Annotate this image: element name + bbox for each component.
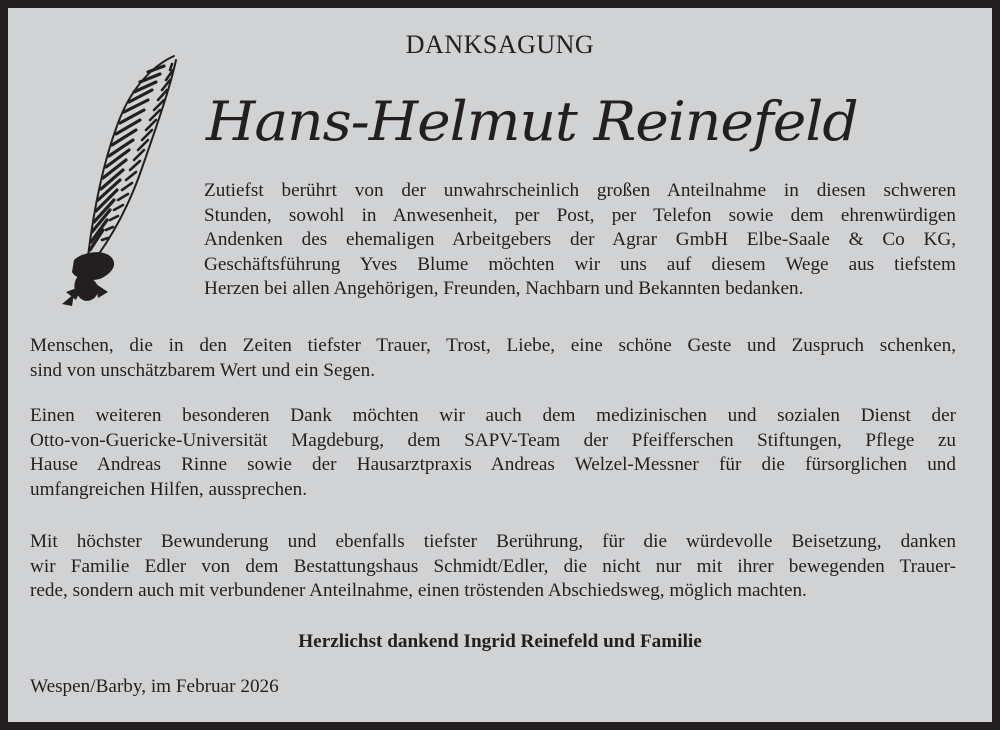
text-line: Geschäftsführung Yves Blume möchten wir uns auf diesem Wege aus tiefstem [204,253,956,275]
place-date: Wespen/Barby, im Februar 2026 [30,676,279,697]
text-line: Zutiefst berührt von der unwahrscheinlich großen Anteilnahme in diesen schweren [204,180,956,201]
text-line: rede, sondern auch mit verbundener Anteilnahme, einen tröstenden Abschiedsweg, möglich machten. [30,580,807,601]
paragraph-comfort [30,334,956,383]
notice-heading: DANKSAGUNG [405,30,595,59]
text-line: umfangreichen Hilfen, aussprechen. [30,478,308,500]
text-line: Andenken des ehemaligen Arbeitgebers der Agrar GmbH Elbe-Saale & Co KG, [204,229,956,250]
signature: Herzlichst dankend Ingrid Reinefeld und Familie [298,631,702,652]
text-line: Otto-von-Guericke-Universität Magdeburg, dem SAPV-Team der Pfeifferschen Stiftungen, Pflege zu [30,429,956,451]
text-line: Herzen bei allen Angehörigen, Freunden, Nachbarn und Bekannten bedanken. [204,278,804,299]
text-line: sind von unschätzbarem Wert und ein Segen. [30,359,375,381]
text-line: Stunden, sowohl in Anwesenheit, per Post, per Telefon sowie dem ehrenwürdigen [204,204,956,226]
feather-quill-icon [52,48,182,310]
text-line: Mit höchster Bewunderung und ebenfalls tiefster Berührung, für die würdevolle Beisetzung, danken [30,531,956,552]
deceased-name: Hans-Helmut Reinefeld [206,90,858,153]
paragraph-gratitude [204,179,956,302]
text-line: Hause Andreas Rinne sowie der Hausarztpraxis Andreas Welzel-Messner für die fürsorglichen und [30,454,956,475]
paragraph-medical-thanks [30,404,956,502]
text-line: Einen weiteren besonderen Dank möchten wir auch dem medizinischen und sozialen Dienst der [30,405,956,426]
paragraph-funeral-thanks [30,530,956,604]
text-line: wir Familie Edler von dem Bestattungshaus Schmidt/Edler, die nicht nur mit ihrer bewegenden Trauer- [30,555,956,577]
text-line: Menschen, die in den Zeiten tiefster Trauer, Trost, Liebe, eine schöne Geste und Zuspruch schenken, [30,335,956,356]
death-notice-card [8,8,992,722]
